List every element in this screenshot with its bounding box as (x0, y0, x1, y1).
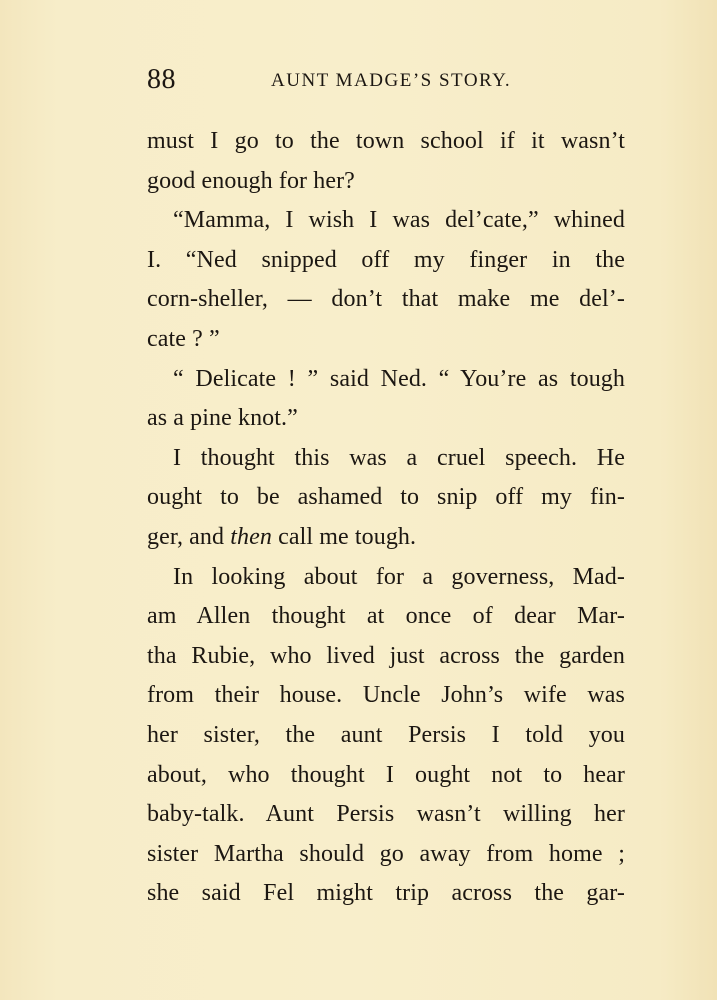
text-line: I thought this was a cruel speech. He (173, 444, 625, 471)
text-line: her sister, the aunt Persis I told you (147, 721, 625, 748)
text-line: cate ? ” (147, 325, 220, 352)
text-line: ought to be ashamed to snip off my fin- (147, 484, 625, 511)
running-head (147, 64, 625, 100)
text-line: good enough for her? (147, 167, 355, 194)
text-line: am Allen thought at once of dear Mar- (147, 603, 625, 630)
running-title: AUNT MADGE’S STORY. (271, 70, 512, 91)
italic-emphasis: then (230, 523, 272, 550)
text-span: call me tough. (271, 523, 417, 550)
text-line-mixed (147, 518, 625, 558)
text-line: must I go to the town school if it wasn’t (147, 128, 625, 154)
text-line: In looking about for a governess, Mad- (173, 563, 625, 590)
text-span: ger, and (147, 523, 231, 550)
text-line: about, who thought I ought not to hear (147, 761, 625, 788)
text-line: I. “Ned snipped off my finger in the (147, 246, 625, 273)
text-line: tha Rubie, who lived just across the garden (147, 642, 625, 669)
text-line: she said Fel might trip across the gar- (147, 880, 625, 907)
text-line: as a pine knot.” (147, 405, 298, 432)
page-number: 88 (147, 64, 176, 95)
text-line: baby-talk. Aunt Persis wasn’t willing her (147, 801, 625, 828)
text-line: corn-sheller, — don’t that make me del’- (147, 286, 625, 313)
text-line: from their house. Uncle John’s wife was (147, 682, 625, 709)
text-line: sister Martha should go away from home ; (147, 840, 625, 867)
text-line: “ Delicate ! ” said Ned. “ You’re as tough (173, 365, 625, 392)
text-line: “Mamma, I wish I was del’cate,” whined (173, 207, 625, 234)
body-text (147, 122, 625, 914)
